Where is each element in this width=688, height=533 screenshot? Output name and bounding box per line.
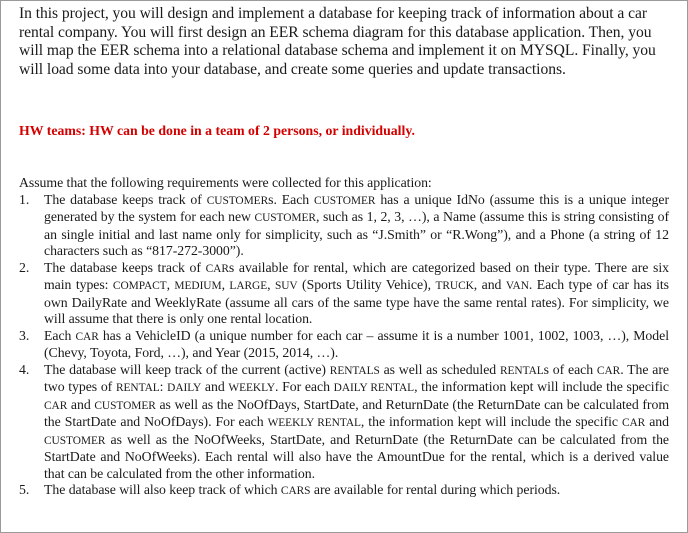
entity-term: LARGE (229, 280, 268, 292)
entity-term: RENTAL (115, 382, 160, 394)
entity-term: CAR (44, 399, 68, 412)
requirements-section (19, 175, 669, 500)
requirement-number: 4. (19, 361, 30, 377)
requirement-item (19, 362, 669, 483)
requirement-text: The database keeps track of CARs available for rental, which are categorized based on their type. There are six main types: COMPACT, MEDIUM, LARGE, SUV (Sports Utility Vehice), TRUCK, and VAN. Each type of car has its own DailyRate and WeeklyRate (assume all cars of the same type have the same rental rates). For simplicity, we will assume that there is only one rental location. (44, 259, 669, 326)
entity-term: CAR (596, 364, 621, 377)
entity-term: WEEKLY RENTAL (267, 417, 361, 429)
requirement-item (19, 482, 669, 500)
entity-term: TRUCK (435, 280, 474, 292)
entity-term: CAR (621, 417, 646, 429)
entity-term: WEEKLY (228, 382, 276, 394)
entity-term: COMPACT (112, 280, 167, 292)
entity-term: SUV (274, 280, 298, 292)
entity-term: CUSTOMER (44, 434, 106, 447)
intro-paragraph: In this project, you will design and implement a database for keeping track of information about a car rental company. You will first design an EER schema diagram for this database application. Then, you will map the EER schema into a relational database schema and implement it on MYSQL. Finally, you will load some data into your database, and create some queries and update transactions. (19, 5, 656, 78)
entity-term: RENTALS (329, 364, 380, 377)
requirement-number: 5. (19, 482, 30, 497)
entity-term: CUSTOMER (314, 194, 376, 207)
entity-term: CUSTOMER (94, 399, 156, 412)
requirement-text: Each CAR has a VehicleID (a unique number for each car – assume it is a number 1001, 1002, 1003, …), Model (Chevy, Toyota, Ford, …), and Year (2015, 2014, …). (44, 327, 669, 360)
entity-term: CAR (205, 262, 229, 275)
requirements-list (19, 192, 669, 500)
requirement-number: 3. (19, 327, 30, 343)
requirement-text: The database will keep track of the current (active) RENTALS as well as scheduled RENTALs of each CAR. The are two types of RENTAL: DAILY and WEEKLY. For each DAILY RENTAL, the information kept will include the specific CAR and CUSTOMER as well as the NoOfDays, StartDate, and ReturnDate (the ReturnDate can be calculated from the StartDate and NoOfDays). For each WEEKLY RENTAL, the information kept will include the specific CAR and CUSTOMER as well as the NoOfWeeks, StartDate, and ReturnDate (the ReturnDate can be calculated from the StartDate and NoOfWeeks). Each rental will also have the AmountDue for the rental, which is a derived value that can be calculated from the other information. (44, 361, 670, 481)
requirement-number: 2. (19, 259, 30, 275)
requirement-item (19, 328, 669, 362)
entity-term: RENTAL (499, 364, 544, 377)
entity-term: MEDIUM (174, 280, 222, 292)
entity-term: CAR (75, 330, 99, 343)
requirement-text: The database keeps track of CUSTOMERs. Each CUSTOMER has a unique IdNo (assume this is a unique integer generated by the system for each new CUSTOMER, such as 1, 2, 3, …), a Name (assume this is string consisting of an single initial and last name only for simplicity, such as “J.Smith” or “R.Wong”), and a Phone (a string of 12 characters such as “817-272-3000”). (44, 191, 669, 258)
entity-term: CUSTOMER (254, 212, 316, 224)
requirements-intro: Assume that the following requirements were collected for this application: (19, 175, 432, 190)
entity-term: VAN (505, 280, 529, 292)
entity-term: DAILY RENTAL (333, 382, 415, 394)
entity-term: CUSTOMER (206, 194, 269, 207)
requirement-item (19, 260, 669, 328)
requirement-text: The database will also keep track of which CARS are available for rental during which periods. (44, 482, 561, 497)
requirement-item (19, 192, 669, 260)
hw-teams-note: HW teams: HW can be done in a team of 2 persons, or individually. (19, 123, 415, 138)
entity-term: CARS (280, 485, 311, 497)
entity-term: DAILY (167, 382, 202, 394)
requirement-number: 1. (19, 191, 30, 207)
